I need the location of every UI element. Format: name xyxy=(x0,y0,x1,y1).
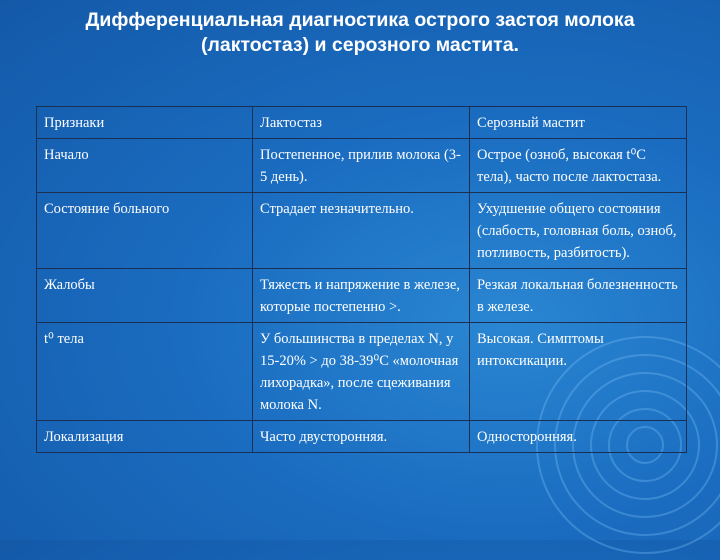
table-cell: t⁰ тела xyxy=(37,323,253,421)
table-cell: Односторонняя. xyxy=(470,421,687,453)
table-row xyxy=(37,421,687,453)
slide-title-line-1: Дифференциальная диагностика острого застоя молока xyxy=(85,9,635,31)
table-cell: Острое (озноб, высокая t⁰С тела), часто после лактостаза. xyxy=(470,139,687,193)
table-cell: Начало xyxy=(37,139,253,193)
header-cell-criteria: Признаки xyxy=(37,107,253,139)
table-cell: У большинства в пределах N, у 15-20% > до 38-39⁰С «молочная лихорадка», после сцеживания молока N. xyxy=(253,323,470,421)
table-cell: Высокая. Симптомы интоксикации. xyxy=(470,323,687,421)
slide-title-line-2: (лактостаз) и серозного мастита. xyxy=(201,34,519,56)
table-row xyxy=(37,323,687,421)
header-cell-lactostasis: Лактостаз xyxy=(253,107,470,139)
table-cell: Локализация xyxy=(37,421,253,453)
table-cell: Состояние больного xyxy=(37,193,253,269)
table-cell: Резкая локальная болезненность в железе. xyxy=(470,269,687,323)
table-row xyxy=(37,269,687,323)
slide-title xyxy=(0,8,720,58)
table-cell: Жалобы xyxy=(37,269,253,323)
table-cell: Тяжесть и напряжение в железе, которые постепенно >. xyxy=(253,269,470,323)
table-header-row xyxy=(37,107,687,139)
table-row xyxy=(37,193,687,269)
table-row xyxy=(37,139,687,193)
table-cell: Постепенное, прилив молока (3-5 день). xyxy=(253,139,470,193)
table-cell: Ухудшение общего состояния (слабость, головная боль, озноб, потливость, разбитость). xyxy=(470,193,687,269)
table-cell: Часто двусторонняя. xyxy=(253,421,470,453)
table-cell: Страдает незначительно. xyxy=(253,193,470,269)
comparison-table xyxy=(36,106,687,453)
header-cell-serous-mastitis: Серозный мастит xyxy=(470,107,687,139)
